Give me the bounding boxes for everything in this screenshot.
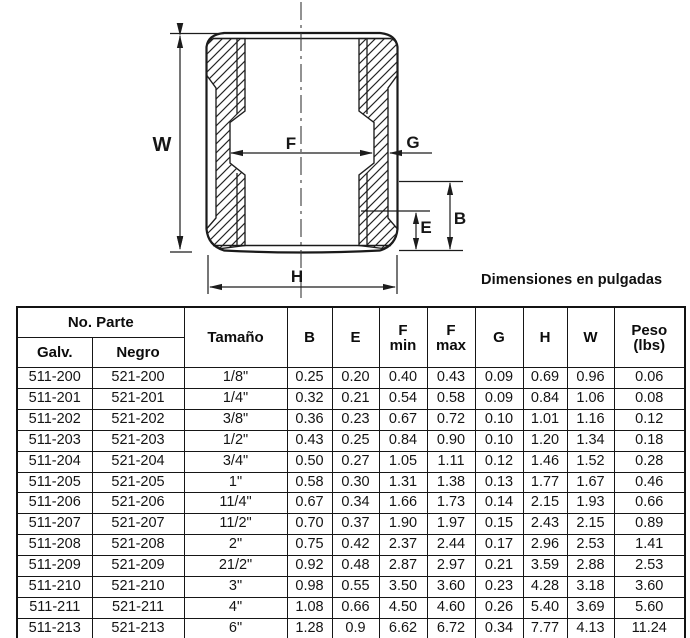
cell-f-max: 0.90 — [427, 430, 475, 451]
cell-h: 2.43 — [523, 514, 567, 535]
cell-w: 1.52 — [567, 451, 614, 472]
cell-w: 2.15 — [567, 514, 614, 535]
cell-negro: 521-210 — [92, 577, 184, 598]
cell-tamano: 1/4" — [184, 388, 287, 409]
cell-w: 3.18 — [567, 577, 614, 598]
cell-tamano: 2" — [184, 535, 287, 556]
cell-galv: 511-200 — [17, 368, 92, 389]
f-max-line2: max — [436, 336, 467, 354]
cell-f-min: 1.31 — [379, 472, 427, 493]
dim-label-w: W — [152, 134, 172, 156]
cell-f-max: 1.97 — [427, 514, 475, 535]
col-header-galv: Galv. — [17, 338, 92, 368]
f-min-line1: F — [398, 321, 408, 339]
cell-f-max: 3.60 — [427, 577, 475, 598]
cell-negro: 521-208 — [92, 535, 184, 556]
table-row — [17, 618, 685, 638]
cell-w: 1.67 — [567, 472, 614, 493]
cell-e: 0.55 — [332, 577, 379, 598]
table-row — [17, 597, 685, 618]
cell-e: 0.37 — [332, 514, 379, 535]
cell-e: 0.66 — [332, 597, 379, 618]
cell-galv: 511-201 — [17, 388, 92, 409]
table-row — [17, 388, 685, 409]
cell-peso: 0.89 — [614, 514, 685, 535]
table-row — [17, 368, 685, 389]
cell-negro: 521-200 — [92, 368, 184, 389]
cell-h: 4.28 — [523, 577, 567, 598]
cell-e: 0.23 — [332, 409, 379, 430]
cell-h: 1.20 — [523, 430, 567, 451]
cell-b: 0.50 — [287, 451, 332, 472]
cell-negro: 521-205 — [92, 472, 184, 493]
peso-line1: Peso — [631, 321, 668, 339]
cell-h: 1.46 — [523, 451, 567, 472]
e-arrowhead-top — [413, 212, 419, 224]
cell-peso: 0.46 — [614, 472, 685, 493]
cell-e: 0.48 — [332, 556, 379, 577]
cell-b: 0.75 — [287, 535, 332, 556]
cell-b: 0.58 — [287, 472, 332, 493]
cell-tamano: 1/2" — [184, 430, 287, 451]
dim-label-g: G — [406, 133, 420, 152]
cell-f-min: 3.50 — [379, 577, 427, 598]
cell-galv: 511-204 — [17, 451, 92, 472]
cell-f-min: 6.62 — [379, 618, 427, 638]
cell-g: 0.26 — [475, 597, 523, 618]
cell-g: 0.14 — [475, 493, 523, 514]
cell-tamano: 1/8" — [184, 368, 287, 389]
cell-w: 1.93 — [567, 493, 614, 514]
cell-b: 0.67 — [287, 493, 332, 514]
cell-f-max: 2.97 — [427, 556, 475, 577]
b-arrowhead-bottom — [447, 237, 453, 250]
table-body — [17, 368, 685, 638]
cell-tamano: 11/4" — [184, 493, 287, 514]
cell-f-max: 6.72 — [427, 618, 475, 638]
cell-h: 1.01 — [523, 409, 567, 430]
cell-f-min: 0.54 — [379, 388, 427, 409]
b-arrowhead-top — [447, 182, 453, 195]
col-header-e: E — [332, 307, 379, 368]
h-arrowhead-right — [383, 284, 396, 290]
e-arrowhead-bottom — [413, 238, 419, 250]
table-row — [17, 577, 685, 598]
col-header-negro: Negro — [92, 338, 184, 368]
cell-f-max: 0.43 — [427, 368, 475, 389]
cell-g: 0.34 — [475, 618, 523, 638]
cell-f-min: 0.84 — [379, 430, 427, 451]
coupling-diagram-svg — [0, 0, 690, 302]
cell-peso: 0.18 — [614, 430, 685, 451]
cell-negro: 521-202 — [92, 409, 184, 430]
cell-f-min: 1.05 — [379, 451, 427, 472]
cell-h: 7.77 — [523, 618, 567, 638]
cell-e: 0.27 — [332, 451, 379, 472]
cell-galv: 511-208 — [17, 535, 92, 556]
cell-h: 0.69 — [523, 368, 567, 389]
cell-w: 1.34 — [567, 430, 614, 451]
cell-b: 0.43 — [287, 430, 332, 451]
cell-galv: 511-203 — [17, 430, 92, 451]
col-header-h: H — [523, 307, 567, 368]
cell-h: 0.84 — [523, 388, 567, 409]
cell-peso: 0.28 — [614, 451, 685, 472]
cell-galv: 511-209 — [17, 556, 92, 577]
table-row — [17, 472, 685, 493]
cell-w: 4.13 — [567, 618, 614, 638]
table-row — [17, 535, 685, 556]
cell-f-min: 0.67 — [379, 409, 427, 430]
dim-label-h: H — [290, 267, 304, 286]
cell-peso: 0.08 — [614, 388, 685, 409]
cell-b: 0.70 — [287, 514, 332, 535]
dim-label-b: B — [453, 209, 467, 228]
cell-h: 2.96 — [523, 535, 567, 556]
cell-f-min: 1.90 — [379, 514, 427, 535]
f-min-line2: min — [389, 336, 417, 354]
w-arrowhead-bottom — [177, 237, 183, 250]
cell-tamano: 3/8" — [184, 409, 287, 430]
cell-peso: 3.60 — [614, 577, 685, 598]
col-header-f-min — [379, 307, 427, 368]
cell-f-min: 2.37 — [379, 535, 427, 556]
col-header-g: G — [475, 307, 523, 368]
units-caption: Dimensiones en pulgadas — [481, 272, 663, 288]
cell-e: 0.30 — [332, 472, 379, 493]
cell-peso: 0.66 — [614, 493, 685, 514]
cell-e: 0.42 — [332, 535, 379, 556]
cell-peso: 1.41 — [614, 535, 685, 556]
dimensions-table — [16, 306, 686, 638]
cell-negro: 521-206 — [92, 493, 184, 514]
cell-b: 0.25 — [287, 368, 332, 389]
cell-f-max: 4.60 — [427, 597, 475, 618]
table-row — [17, 430, 685, 451]
cell-peso: 2.53 — [614, 556, 685, 577]
cell-peso: 11.24 — [614, 618, 685, 638]
cell-g: 0.23 — [475, 577, 523, 598]
cell-b: 0.92 — [287, 556, 332, 577]
cell-b: 1.08 — [287, 597, 332, 618]
h-arrowhead-left — [209, 284, 222, 290]
cell-g: 0.09 — [475, 388, 523, 409]
cell-tamano: 4" — [184, 597, 287, 618]
table-row — [17, 556, 685, 577]
cell-negro: 521-201 — [92, 388, 184, 409]
cell-e: 0.20 — [332, 368, 379, 389]
cell-h: 5.40 — [523, 597, 567, 618]
cell-tamano: 6" — [184, 618, 287, 638]
col-header-b: B — [287, 307, 332, 368]
cell-negro: 521-209 — [92, 556, 184, 577]
cell-h: 1.77 — [523, 472, 567, 493]
cell-b: 0.32 — [287, 388, 332, 409]
cell-f-min: 4.50 — [379, 597, 427, 618]
cell-e: 0.34 — [332, 493, 379, 514]
cell-f-min: 2.87 — [379, 556, 427, 577]
cell-f-max: 0.72 — [427, 409, 475, 430]
cell-galv: 511-213 — [17, 618, 92, 638]
cell-w: 1.16 — [567, 409, 614, 430]
cell-galv: 511-211 — [17, 597, 92, 618]
cell-w: 2.53 — [567, 535, 614, 556]
cell-g: 0.13 — [475, 472, 523, 493]
cell-f-max: 1.38 — [427, 472, 475, 493]
col-header-f-max — [427, 307, 475, 368]
dimensions-table-container — [16, 306, 686, 638]
cell-tamano: 3" — [184, 577, 287, 598]
cell-f-max: 0.58 — [427, 388, 475, 409]
cell-w: 1.06 — [567, 388, 614, 409]
peso-line2: (lbs) — [633, 336, 666, 354]
cell-h: 3.59 — [523, 556, 567, 577]
cell-w: 2.88 — [567, 556, 614, 577]
dim-label-e: E — [420, 218, 432, 237]
coupling-diagram — [0, 0, 690, 302]
cell-w: 0.96 — [567, 368, 614, 389]
cell-galv: 511-210 — [17, 577, 92, 598]
cell-g: 0.15 — [475, 514, 523, 535]
dim-label-f: F — [285, 134, 297, 153]
cell-f-min: 0.40 — [379, 368, 427, 389]
cell-w: 3.69 — [567, 597, 614, 618]
cell-f-max: 1.11 — [427, 451, 475, 472]
cell-f-max: 1.73 — [427, 493, 475, 514]
cell-galv: 511-206 — [17, 493, 92, 514]
cell-b: 1.28 — [287, 618, 332, 638]
cell-h: 2.15 — [523, 493, 567, 514]
f-max-line1: F — [446, 321, 456, 339]
cell-g: 0.21 — [475, 556, 523, 577]
cell-negro: 521-211 — [92, 597, 184, 618]
cell-e: 0.21 — [332, 388, 379, 409]
col-header-no-parte: No. Parte — [17, 307, 184, 338]
cell-peso: 0.06 — [614, 368, 685, 389]
cell-f-min: 1.66 — [379, 493, 427, 514]
col-header-peso — [614, 307, 685, 368]
cell-negro: 521-213 — [92, 618, 184, 638]
cell-g: 0.09 — [475, 368, 523, 389]
w-arrowhead-top — [177, 35, 183, 48]
cell-g: 0.12 — [475, 451, 523, 472]
cell-tamano: 1" — [184, 472, 287, 493]
cell-g: 0.10 — [475, 409, 523, 430]
cell-tamano: 11/2" — [184, 514, 287, 535]
cell-peso: 0.12 — [614, 409, 685, 430]
cell-galv: 511-202 — [17, 409, 92, 430]
cell-negro: 521-204 — [92, 451, 184, 472]
cell-negro: 521-207 — [92, 514, 184, 535]
cell-tamano: 3/4" — [184, 451, 287, 472]
col-header-w: W — [567, 307, 614, 368]
cell-galv: 511-205 — [17, 472, 92, 493]
table-row — [17, 514, 685, 535]
cell-g: 0.17 — [475, 535, 523, 556]
cell-negro: 521-203 — [92, 430, 184, 451]
cell-tamano: 21/2" — [184, 556, 287, 577]
table-row — [17, 409, 685, 430]
cell-b: 0.98 — [287, 577, 332, 598]
table-row — [17, 493, 685, 514]
table-row — [17, 451, 685, 472]
cell-galv: 511-207 — [17, 514, 92, 535]
cell-b: 0.36 — [287, 409, 332, 430]
cell-f-max: 2.44 — [427, 535, 475, 556]
table-header — [17, 307, 685, 368]
col-header-tamano: Tamaño — [184, 307, 287, 368]
cell-peso: 5.60 — [614, 597, 685, 618]
cell-g: 0.10 — [475, 430, 523, 451]
cell-e: 0.25 — [332, 430, 379, 451]
cell-e: 0.9 — [332, 618, 379, 638]
